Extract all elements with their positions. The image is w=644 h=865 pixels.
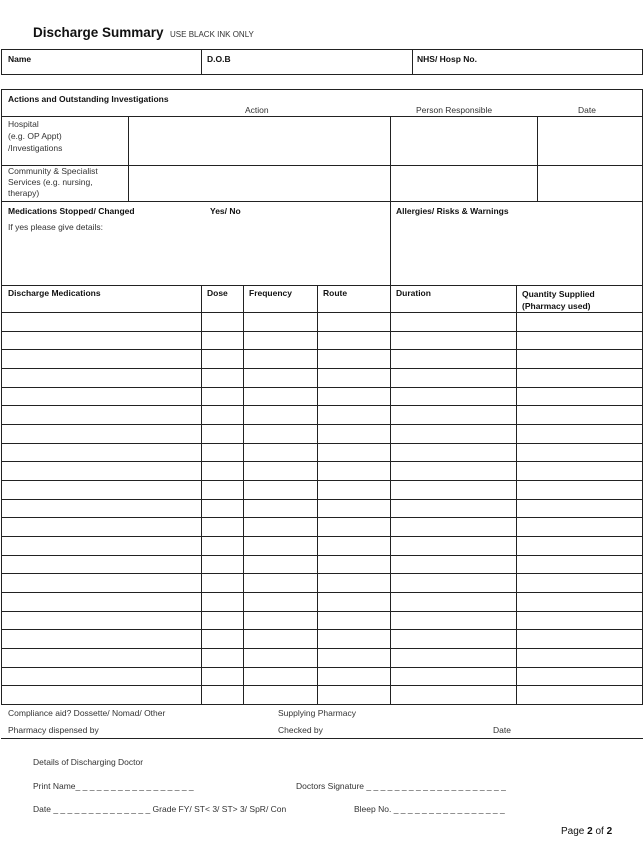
medication-table-cell[interactable] xyxy=(203,462,242,479)
medication-table-cell[interactable] xyxy=(2,481,200,498)
medication-table-cell[interactable] xyxy=(2,593,200,610)
medication-table-cell[interactable] xyxy=(319,668,389,685)
medication-table-cell[interactable] xyxy=(518,481,642,498)
hospital-date-field[interactable] xyxy=(539,118,641,163)
hospital-action-field[interactable] xyxy=(130,118,388,163)
nhs-number-field[interactable] xyxy=(490,50,640,74)
dispensed-by-label: Pharmacy dispensed by xyxy=(8,725,99,735)
medication-table-cell[interactable] xyxy=(2,350,200,367)
medication-table-cell[interactable] xyxy=(392,668,515,685)
doctor-date-grade-field[interactable]: Date _ _ _ _ _ _ _ _ _ _ _ _ _ _ Grade FY/ ST< 3/ ST> 3/ SpR/ Con xyxy=(33,804,287,814)
medication-table-cell[interactable] xyxy=(518,686,642,703)
medication-table-cell[interactable] xyxy=(319,630,389,647)
hospital-row-label: Hospital (e.g. OP Appt) /Investigations xyxy=(8,119,63,153)
frequency-header: Frequency xyxy=(249,288,292,298)
medication-table-cell[interactable] xyxy=(518,313,642,330)
person-responsible-column-header: Person Responsible xyxy=(416,105,493,115)
medication-table-cell[interactable] xyxy=(2,500,200,517)
medication-table-cell[interactable] xyxy=(203,686,242,703)
medication-table-cell[interactable] xyxy=(2,369,200,386)
medication-table-cell[interactable] xyxy=(2,518,200,535)
medication-table-cell[interactable] xyxy=(392,574,515,591)
medication-table-cell[interactable] xyxy=(319,388,389,405)
medication-table-cell[interactable] xyxy=(518,332,642,349)
medication-column-divider xyxy=(390,285,391,704)
action-column-header: Action xyxy=(245,105,269,115)
medication-table-cell[interactable] xyxy=(518,593,642,610)
ink-instruction: USE BLACK INK ONLY xyxy=(170,30,254,39)
medication-table-cell[interactable] xyxy=(2,444,200,461)
medication-table-cell[interactable] xyxy=(245,574,316,591)
medication-table-cell[interactable] xyxy=(2,313,200,330)
medication-table-cell[interactable] xyxy=(392,350,515,367)
medication-table-cell[interactable] xyxy=(392,686,515,703)
route-header: Route xyxy=(323,288,348,298)
name-label: Name xyxy=(8,54,32,64)
medication-table-cell[interactable] xyxy=(203,500,242,517)
community-person-field[interactable] xyxy=(392,167,535,200)
medication-table-cell[interactable] xyxy=(319,500,389,517)
medication-table-cell[interactable] xyxy=(2,332,200,349)
medication-table-cell[interactable] xyxy=(203,593,242,610)
medication-table-cell[interactable] xyxy=(319,593,389,610)
medication-table-cell[interactable] xyxy=(518,537,642,554)
medication-table-cell[interactable] xyxy=(518,649,642,666)
medication-table-cell[interactable] xyxy=(2,668,200,685)
medication-table-cell[interactable] xyxy=(518,462,642,479)
medication-table-cell[interactable] xyxy=(203,481,242,498)
duration-header: Duration xyxy=(396,288,431,298)
community-date-field[interactable] xyxy=(539,167,641,200)
medication-table-cell[interactable] xyxy=(245,369,316,386)
medications-changed-title: Medications Stopped/ Changed xyxy=(8,206,135,216)
medication-table-cell[interactable] xyxy=(392,481,515,498)
medication-table-cell[interactable] xyxy=(392,593,515,610)
page-number xyxy=(561,826,612,837)
medication-table-cell[interactable] xyxy=(518,630,642,647)
medication-table-cell[interactable] xyxy=(203,574,242,591)
medication-table-cell[interactable] xyxy=(392,612,515,629)
medication-table-cell[interactable] xyxy=(245,406,316,423)
medication-table-cell[interactable] xyxy=(518,425,642,442)
medication-table-cell[interactable] xyxy=(203,332,242,349)
medication-table-cell[interactable] xyxy=(203,313,242,330)
medication-table-cell[interactable] xyxy=(245,518,316,535)
medication-details-field[interactable] xyxy=(8,234,386,282)
medication-table-cell[interactable] xyxy=(392,313,515,330)
page-title xyxy=(33,24,254,42)
medication-table-cell[interactable] xyxy=(518,518,642,535)
medication-table-cell[interactable] xyxy=(203,630,242,647)
medication-table-cell[interactable] xyxy=(245,481,316,498)
document-title: Discharge Summary xyxy=(33,25,164,40)
medication-table-cell[interactable] xyxy=(203,425,242,442)
medication-table-cell[interactable] xyxy=(392,500,515,517)
medication-table-cell[interactable] xyxy=(203,388,242,405)
medication-table-cell[interactable] xyxy=(245,444,316,461)
medication-table-cell[interactable] xyxy=(319,369,389,386)
medication-table-cell[interactable] xyxy=(245,556,316,573)
medication-table-cell[interactable] xyxy=(392,462,515,479)
nhs-number-label: NHS/ Hosp No. xyxy=(417,54,477,64)
medication-table-cell[interactable] xyxy=(392,332,515,349)
community-action-field[interactable] xyxy=(130,167,388,200)
medication-table-cell[interactable] xyxy=(245,313,316,330)
medication-table-cell[interactable] xyxy=(2,630,200,647)
page-current: 2 xyxy=(587,826,593,837)
dob-field[interactable] xyxy=(235,50,409,74)
medication-table-cell[interactable] xyxy=(319,444,389,461)
medication-table-cell[interactable] xyxy=(2,537,200,554)
medication-table-cell[interactable] xyxy=(203,537,242,554)
medication-table-cell[interactable] xyxy=(518,556,642,573)
medication-table-cell[interactable] xyxy=(245,686,316,703)
doctor-signature-field[interactable]: Doctors Signature _ _ _ _ _ _ _ _ _ _ _ _ _ _ _ _ _ _ _ _ xyxy=(296,781,506,791)
date-column-header: Date xyxy=(578,105,596,115)
medication-table-cell[interactable] xyxy=(2,388,200,405)
medication-table-cell[interactable] xyxy=(392,388,515,405)
medication-table-cell[interactable] xyxy=(245,332,316,349)
medication-table-cell[interactable] xyxy=(245,537,316,554)
hospital-person-field[interactable] xyxy=(392,118,535,163)
medication-table-cell[interactable] xyxy=(319,686,389,703)
medication-table-cell[interactable] xyxy=(245,649,316,666)
medication-table-cell[interactable] xyxy=(2,556,200,573)
medication-table-cell[interactable] xyxy=(245,612,316,629)
medication-column-divider xyxy=(201,285,202,704)
medication-table-cell[interactable] xyxy=(245,350,316,367)
medication-table-cell[interactable] xyxy=(2,686,200,703)
medication-table-cell[interactable] xyxy=(203,668,242,685)
dob-label: D.O.B xyxy=(207,54,231,64)
medication-table-cell[interactable] xyxy=(245,668,316,685)
medication-table-cell[interactable] xyxy=(2,406,200,423)
compliance-aid-label: Compliance aid? Dossette/ Nomad/ Other xyxy=(8,708,166,718)
medication-table-cell[interactable] xyxy=(203,444,242,461)
medication-table-cell[interactable] xyxy=(203,556,242,573)
medication-table-cell[interactable] xyxy=(518,369,642,386)
pharmacy-date-label: Date xyxy=(493,725,511,735)
medication-table-cell[interactable] xyxy=(319,332,389,349)
medication-table-cell[interactable] xyxy=(245,462,316,479)
medication-table-cell[interactable] xyxy=(2,612,200,629)
medication-table-cell[interactable] xyxy=(319,313,389,330)
medication-table-cell[interactable] xyxy=(392,425,515,442)
medication-table-cell[interactable] xyxy=(518,444,642,461)
medication-table-cell[interactable] xyxy=(392,518,515,535)
bleep-number-field[interactable]: Bleep No. _ _ _ _ _ _ _ _ _ _ _ _ _ _ _ _ xyxy=(354,804,505,814)
supplying-pharmacy-label: Supplying Pharmacy xyxy=(278,708,356,718)
medication-table-cell[interactable] xyxy=(319,537,389,554)
medication-table-cell[interactable] xyxy=(2,462,200,479)
quantity-supplied-header: Quantity Supplied (Pharmacy used) xyxy=(522,289,595,311)
medication-table-cell[interactable] xyxy=(319,425,389,442)
page-prefix: Page xyxy=(561,826,588,837)
medication-table-cell[interactable] xyxy=(2,574,200,591)
medication-table-cell[interactable] xyxy=(245,630,316,647)
medication-column-divider xyxy=(317,285,318,704)
medication-table-cell[interactable] xyxy=(245,425,316,442)
medication-table-cell[interactable] xyxy=(518,500,642,517)
medication-table-cell[interactable] xyxy=(392,630,515,647)
medication-table-cell[interactable] xyxy=(392,406,515,423)
medication-table-cell[interactable] xyxy=(392,369,515,386)
allergies-title: Allergies/ Risks & Warnings xyxy=(396,206,509,216)
medication-table-cell[interactable] xyxy=(518,668,642,685)
medication-table-cell[interactable] xyxy=(245,500,316,517)
table-bottom-border xyxy=(1,704,643,705)
medication-table-cell[interactable] xyxy=(203,406,242,423)
medication-table-cell[interactable] xyxy=(245,388,316,405)
actions-section-title: Actions and Outstanding Investigations xyxy=(8,94,169,104)
medication-table-cell[interactable] xyxy=(203,369,242,386)
medication-table-cell[interactable] xyxy=(319,574,389,591)
medication-table-cell[interactable] xyxy=(392,556,515,573)
medication-table-cell[interactable] xyxy=(2,425,200,442)
medication-table-cell[interactable] xyxy=(392,649,515,666)
medication-table-cell[interactable] xyxy=(392,444,515,461)
name-field[interactable] xyxy=(40,50,198,74)
discharge-medications-header: Discharge Medications xyxy=(8,288,101,298)
page-total: 2 xyxy=(606,826,613,837)
print-name-field[interactable]: Print Name_ _ _ _ _ _ _ _ _ _ _ _ _ _ _ _ _ xyxy=(33,781,194,791)
details-prompt: If yes please give details: xyxy=(8,222,103,232)
medication-table-cell[interactable] xyxy=(319,350,389,367)
allergies-field[interactable] xyxy=(394,218,640,282)
medication-column-divider xyxy=(243,285,244,704)
medication-table-cell[interactable] xyxy=(203,350,242,367)
medication-table-cell[interactable] xyxy=(319,518,389,535)
medication-table-cell[interactable] xyxy=(319,462,389,479)
medication-table-cell[interactable] xyxy=(392,537,515,554)
medication-table-cell[interactable] xyxy=(203,518,242,535)
medication-table-cell[interactable] xyxy=(518,388,642,405)
medication-table-cell[interactable] xyxy=(518,406,642,423)
medication-table-cell[interactable] xyxy=(518,612,642,629)
medication-table-cell[interactable] xyxy=(203,649,242,666)
medication-table-cell[interactable] xyxy=(319,481,389,498)
page-of: of xyxy=(592,826,607,837)
dose-header: Dose xyxy=(207,288,228,298)
medication-table-cell[interactable] xyxy=(2,649,200,666)
medication-table-cell[interactable] xyxy=(319,612,389,629)
medication-column-divider xyxy=(516,285,517,704)
medication-table-cell[interactable] xyxy=(518,350,642,367)
checked-by-label: Checked by xyxy=(278,725,323,735)
community-row-label: Community & Specialist Services (e.g. nursing, therapy) xyxy=(8,166,98,198)
medication-table-cell[interactable] xyxy=(319,556,389,573)
medication-table-cell[interactable] xyxy=(319,406,389,423)
medication-table-cell[interactable] xyxy=(518,574,642,591)
yes-no-option[interactable]: Yes/ No xyxy=(210,206,241,216)
medication-table-cell[interactable] xyxy=(319,649,389,666)
medication-table-cell[interactable] xyxy=(245,593,316,610)
medication-table-cell[interactable] xyxy=(203,612,242,629)
doctor-section-title: Details of Discharging Doctor xyxy=(33,757,144,767)
